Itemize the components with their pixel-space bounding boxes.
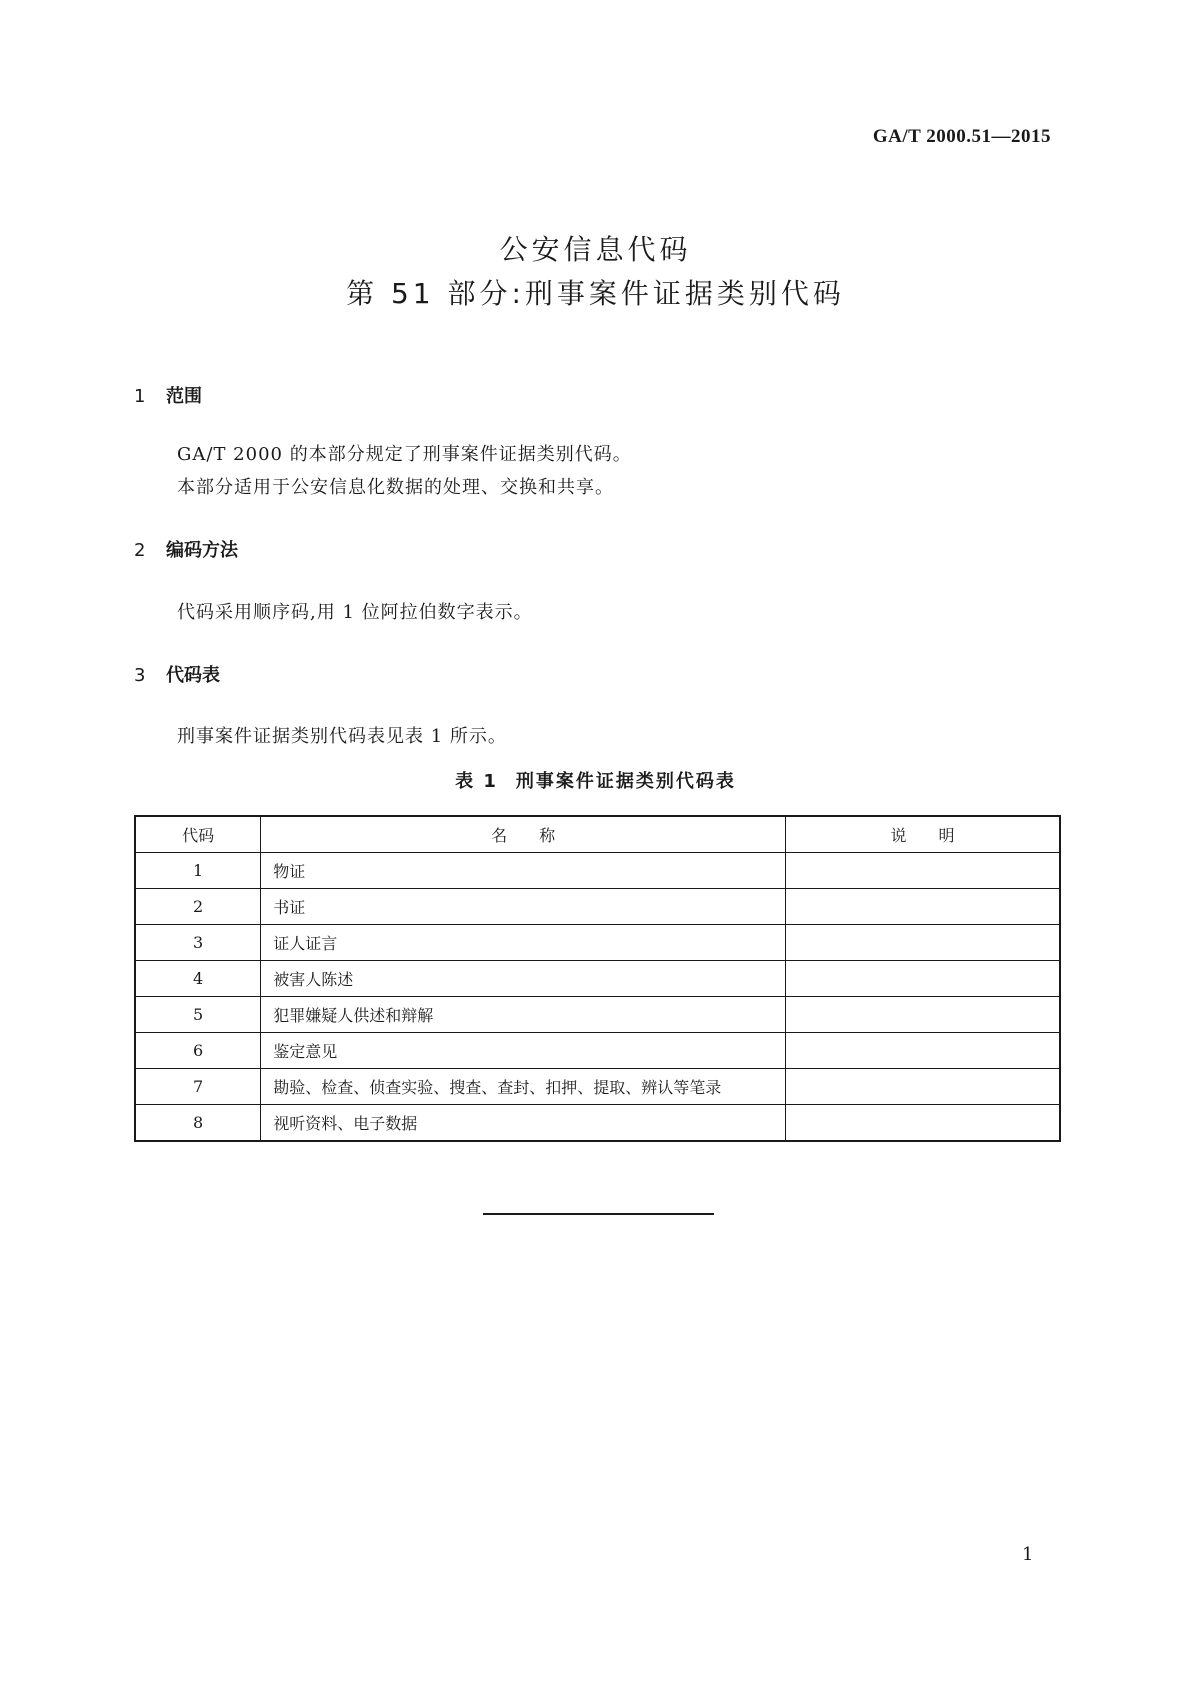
header-description: 说 明 (786, 816, 1060, 853)
cell-code: 6 (135, 1033, 261, 1069)
page-number: 1 (1022, 1544, 1034, 1565)
cell-name: 勘验、检查、侦查实验、搜查、查封、扣押、提取、辨认等笔录 (261, 1069, 786, 1105)
section-number: 2 (134, 540, 146, 561)
cell-code: 7 (135, 1069, 261, 1105)
section-title: 代码表 (166, 665, 220, 686)
document-subtitle: 第 51 部分:刑事案件证据类别代码 (346, 277, 845, 310)
cell-name: 视听资料、电子数据 (261, 1105, 786, 1142)
paragraph: 代码采用顺序码,用 1 位阿拉伯数字表示。 (177, 602, 533, 623)
section-heading-code-table (134, 661, 220, 687)
cell-description (786, 853, 1060, 889)
table-row (135, 1105, 1060, 1142)
cell-description (786, 997, 1060, 1033)
cell-description (786, 1033, 1060, 1069)
table-row (135, 889, 1060, 925)
cell-name: 物证 (261, 853, 786, 889)
standard-code: GA/T 2000.51—2015 (872, 126, 1051, 147)
header-code: 代码 (135, 816, 261, 853)
cell-description (786, 1069, 1060, 1105)
table-caption (0, 767, 1191, 793)
cell-name: 鉴定意见 (261, 1033, 786, 1069)
cell-name: 犯罪嫌疑人供述和辩解 (261, 997, 786, 1033)
table-row (135, 925, 1060, 961)
cell-name: 书证 (261, 889, 786, 925)
section-number: 3 (134, 665, 146, 686)
section-title: 编码方法 (166, 540, 238, 561)
document-title: 公安信息代码 (499, 233, 692, 266)
cell-code: 1 (135, 853, 261, 889)
cell-description (786, 961, 1060, 997)
section-number: 1 (134, 386, 146, 407)
cell-name: 被害人陈述 (261, 961, 786, 997)
section-heading-coding-method (134, 536, 238, 562)
table-row (135, 961, 1060, 997)
paragraph: GA/T 2000 的本部分规定了刑事案件证据类别代码。 (177, 444, 632, 465)
cell-code: 5 (135, 997, 261, 1033)
section-title: 范围 (166, 386, 202, 407)
cell-code: 2 (135, 889, 261, 925)
table-caption-title: 刑事案件证据类别代码表 (515, 771, 736, 792)
table-header-row (135, 816, 1060, 853)
table-row (135, 1069, 1060, 1105)
cell-name: 证人证言 (261, 925, 786, 961)
cell-code: 8 (135, 1105, 261, 1142)
section-heading-scope (134, 382, 202, 408)
end-rule (483, 1213, 714, 1215)
table-row (135, 997, 1060, 1033)
table-caption-label: 表 1 (455, 771, 498, 792)
header-name: 名 称 (261, 816, 786, 853)
paragraph: 刑事案件证据类别代码表见表 1 所示。 (177, 726, 507, 747)
cell-code: 3 (135, 925, 261, 961)
cell-code: 4 (135, 961, 261, 997)
paragraph: 本部分适用于公安信息化数据的处理、交换和共享。 (177, 477, 614, 498)
table-row (135, 853, 1060, 889)
cell-description (786, 925, 1060, 961)
cell-description (786, 1105, 1060, 1142)
table-row (135, 1033, 1060, 1069)
code-table (134, 815, 1061, 1142)
cell-description (786, 889, 1060, 925)
